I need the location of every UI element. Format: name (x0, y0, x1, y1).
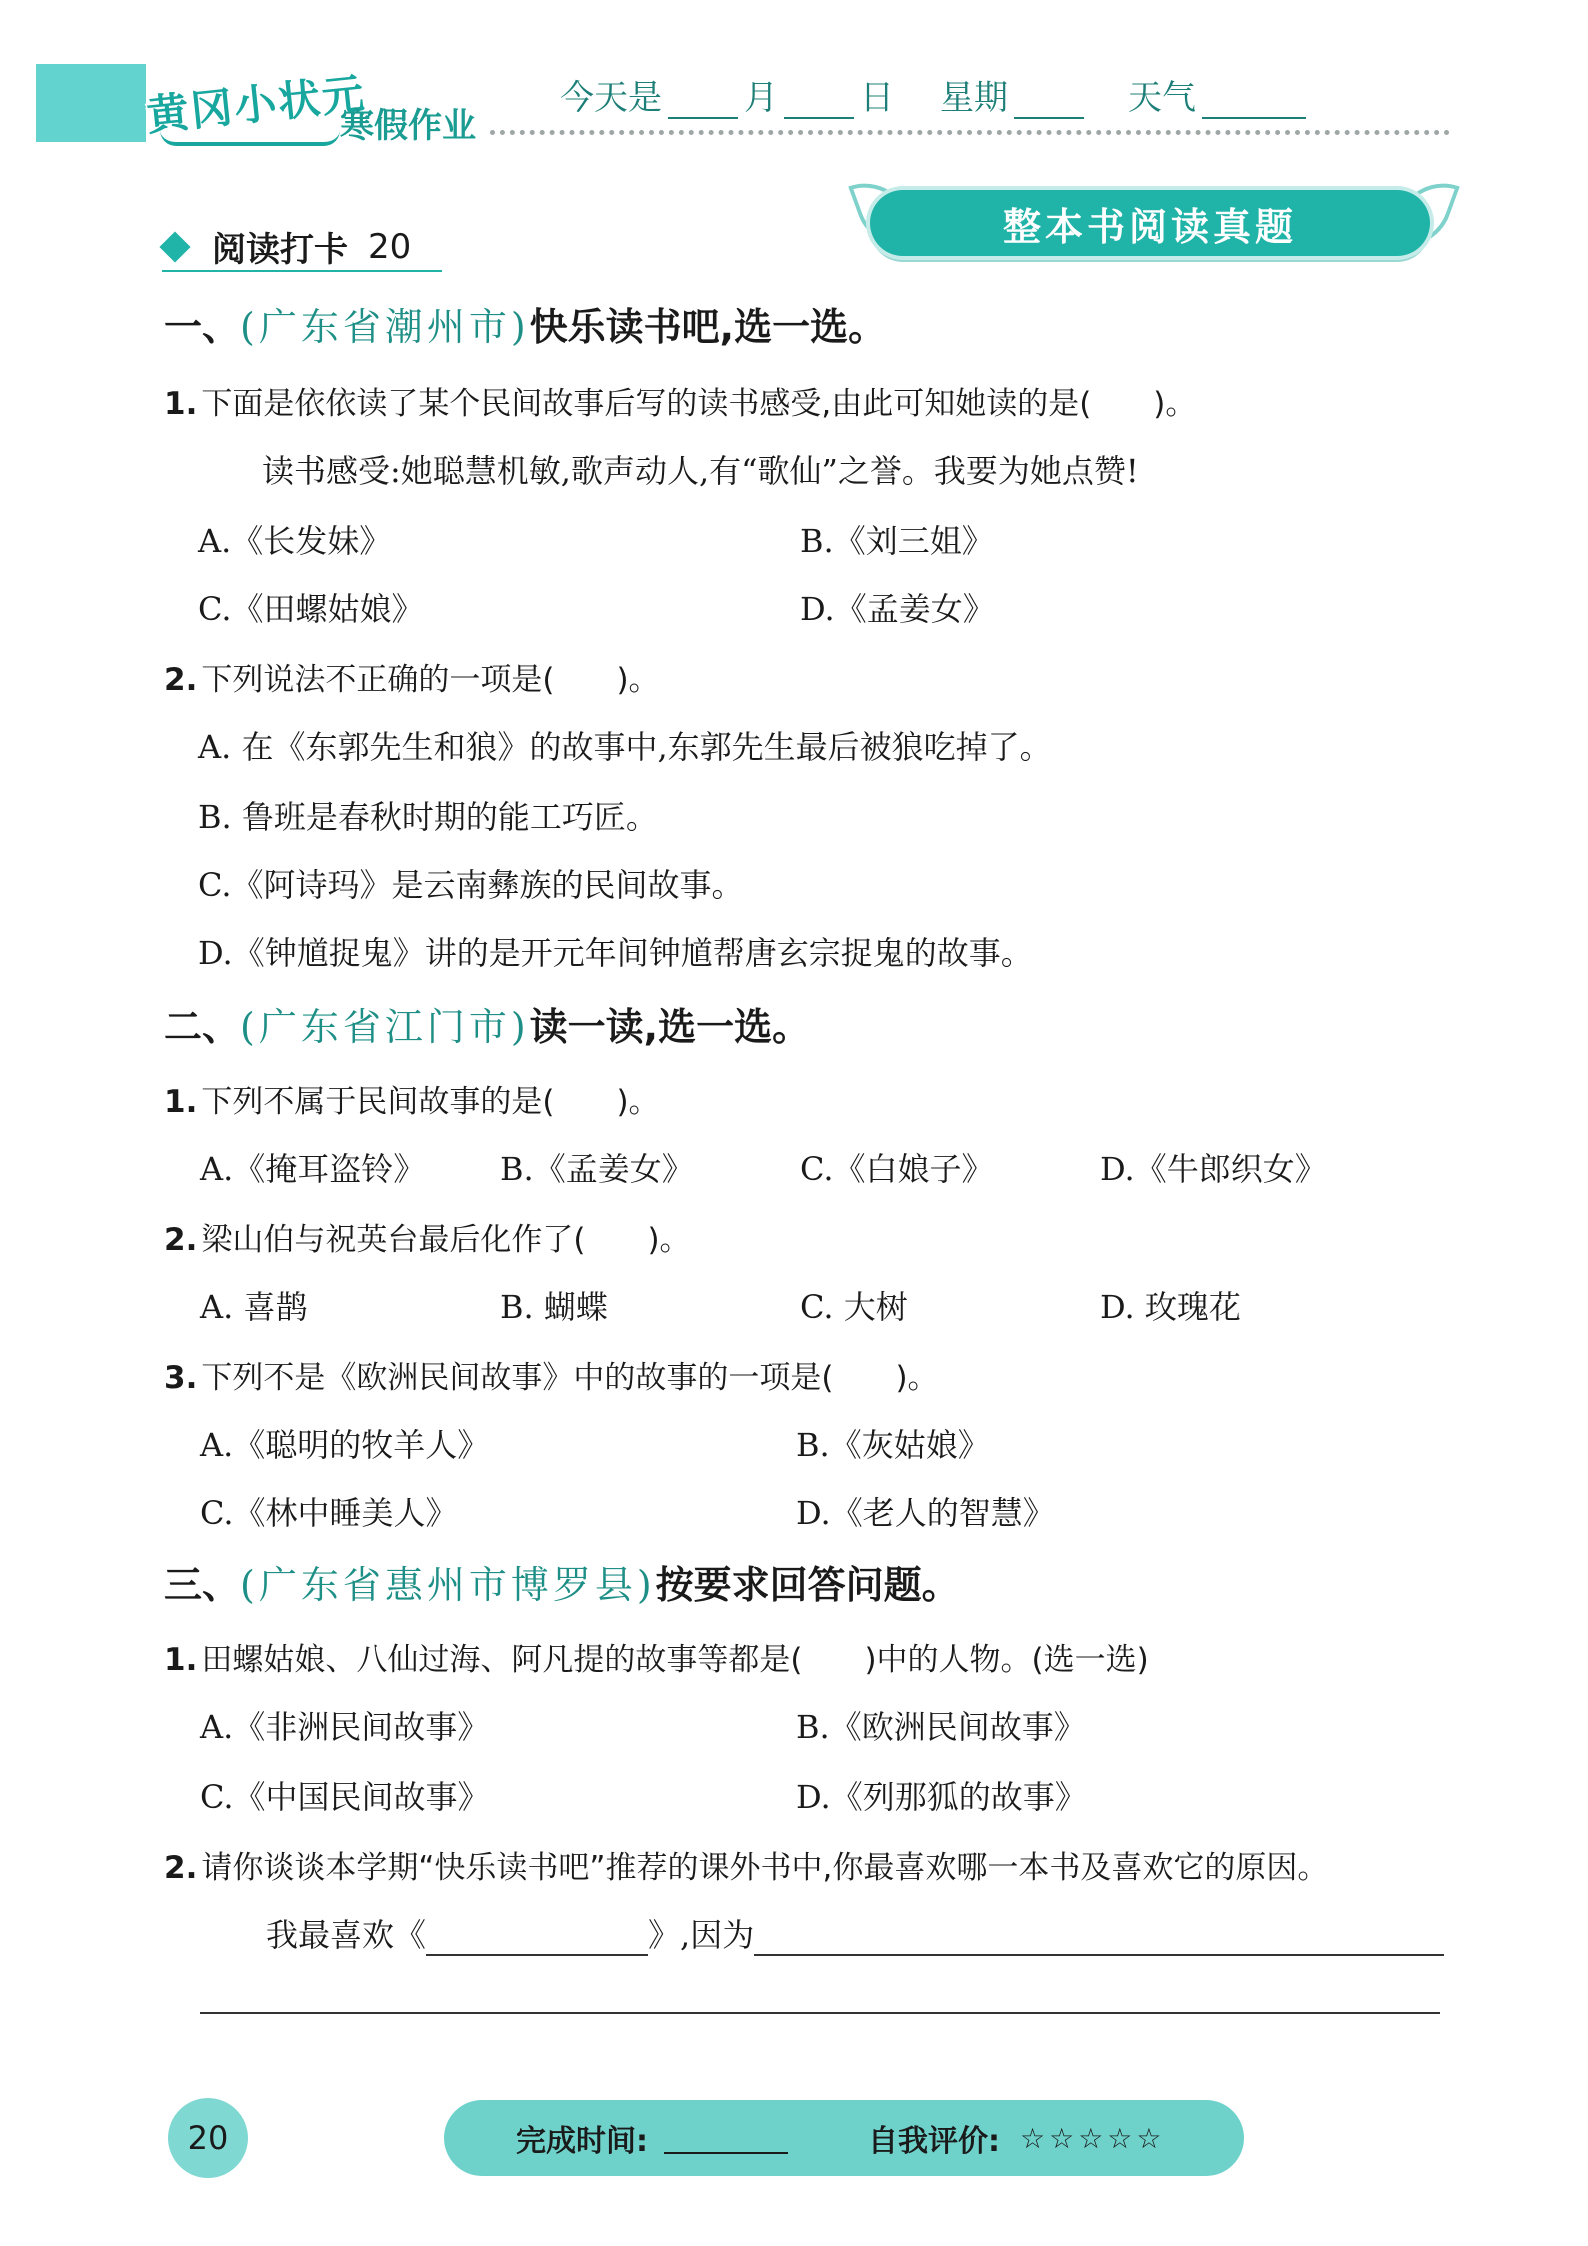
s1-q1-quote: 读书感受:她聪慧机敏,歌声动人,有“歌仙”之誉。我要为她点赞! (262, 452, 1139, 490)
section-1-source: (广东省潮州市) (240, 305, 530, 349)
star-rating[interactable]: ☆☆☆☆☆ (1020, 2121, 1166, 2155)
brand-logo (60, 52, 480, 152)
brand-subtitle: 寒假作业 (340, 106, 476, 146)
checkin-number: 20 (368, 226, 412, 267)
section-2-title: 读一读,选一选。 (529, 1005, 811, 1049)
day-blank[interactable] (784, 81, 854, 119)
question-number: 3. (164, 1360, 198, 1396)
reason-blank-line-2[interactable] (200, 2012, 1440, 2014)
option-c[interactable]: C.《白娘子》 (800, 1150, 994, 1188)
checkin-label: 阅读打卡 (212, 230, 348, 270)
option-b[interactable]: B.《孟姜女》 (500, 1150, 694, 1188)
s2-question-1 (164, 1076, 660, 1121)
section-3-heading (164, 1554, 960, 1609)
fill-mid: 》,因为 (648, 1916, 755, 1954)
s1-question-2 (164, 654, 660, 699)
option-b[interactable]: B.《刘三姐》 (800, 522, 994, 560)
diamond-icon (159, 231, 190, 262)
reading-checkin (164, 222, 411, 271)
eval-label: 自我评价: (868, 2124, 1000, 2159)
option-a[interactable]: A.《非洲民间故事》 (200, 1708, 490, 1746)
fill-prefix: 我最喜欢《 (266, 1916, 427, 1954)
question-text: 下列不属于民间故事的是( )。 (201, 1084, 660, 1120)
section-1-heading (164, 296, 886, 351)
s3-question-2 (164, 1842, 1328, 1887)
brand-title: 黄冈小状元 (144, 68, 369, 141)
option-a[interactable]: A. 在《东郭先生和狼》的故事中,东郭先生最后被狼吃掉了。 (198, 728, 1052, 766)
question-number: 2. (164, 1850, 198, 1886)
option-d[interactable]: D.《老人的智慧》 (796, 1494, 1055, 1532)
today-label: 今天是 (560, 78, 662, 118)
section-tag: 整本书阅读真题 (870, 190, 1430, 256)
time-label: 完成时间: (516, 2124, 648, 2159)
section-2-prefix: 二、 (164, 1005, 241, 1049)
question-number: 1. (164, 386, 198, 422)
option-d[interactable]: D.《列那狐的故事》 (796, 1778, 1087, 1816)
book-title-blank[interactable] (426, 1920, 648, 1956)
option-b[interactable]: B. 鲁班是春秋时期的能工巧匠。 (198, 798, 658, 836)
section-3-title: 按要求回答问题。 (655, 1563, 960, 1607)
option-b[interactable]: B.《欧洲民间故事》 (796, 1708, 1086, 1746)
weather-label: 天气 (1128, 78, 1196, 118)
option-c[interactable]: C.《中国民间故事》 (200, 1778, 490, 1816)
option-a[interactable]: A.《掩耳盗铃》 (200, 1150, 426, 1188)
option-c[interactable]: C. 大树 (800, 1288, 908, 1326)
section-3-prefix: 三、 (164, 1563, 241, 1607)
weekday-field (940, 70, 1090, 119)
question-text: 下列不是《欧洲民间故事》中的故事的一项是( )。 (201, 1360, 939, 1396)
header-dotted-line (490, 130, 1450, 135)
weekday-label: 星期 (940, 78, 1008, 118)
weather-blank[interactable] (1202, 81, 1306, 119)
option-a[interactable]: A. 喜鹊 (200, 1288, 308, 1326)
option-d[interactable]: D.《牛郎织女》 (1100, 1150, 1327, 1188)
month-blank[interactable] (668, 81, 738, 119)
question-text: 田螺姑娘、八仙过海、阿凡提的故事等都是( )中的人物。(选一选) (201, 1642, 1149, 1678)
option-a[interactable]: A.《聪明的牧羊人》 (200, 1426, 490, 1464)
option-a[interactable]: A.《长发妹》 (198, 522, 392, 560)
question-text: 下列说法不正确的一项是( )。 (201, 662, 660, 698)
question-text: 请你谈谈本学期“快乐读书吧”推荐的课外书中,你最喜欢哪一本书及喜欢它的原因。 (201, 1850, 1329, 1886)
section-3-source: (广东省惠州市博罗县) (240, 1563, 656, 1607)
day-label: 日 (860, 78, 894, 118)
s2-question-2 (164, 1214, 691, 1259)
option-d[interactable]: D.《孟姜女》 (800, 590, 995, 628)
page-number-badge (168, 2098, 248, 2178)
page-number: 20 (187, 2119, 229, 2157)
section-1-title: 快乐读书吧,选一选。 (529, 305, 887, 349)
option-d[interactable]: D.《钟馗捉鬼》讲的是开元年间钟馗帮唐玄宗捉鬼的故事。 (198, 934, 1033, 972)
s1-question-1 (164, 378, 1196, 423)
s3-question-1 (164, 1634, 1149, 1679)
checkin-underline (162, 270, 442, 272)
s2-question-3 (164, 1352, 939, 1397)
section-2-heading (164, 996, 810, 1051)
month-label: 月 (744, 78, 778, 118)
option-c[interactable]: C.《阿诗玛》是云南彝族的民间故事。 (198, 866, 744, 904)
section-2-source: (广东省江门市) (240, 1005, 530, 1049)
question-number: 1. (164, 1642, 198, 1678)
option-c[interactable]: C.《田螺姑娘》 (198, 590, 424, 628)
question-text: 梁山伯与祝英台最后化作了( )。 (201, 1222, 691, 1258)
option-b[interactable]: B. 蝴蝶 (500, 1288, 608, 1326)
option-d[interactable]: D. 玫瑰花 (1100, 1288, 1241, 1326)
time-blank[interactable] (664, 2122, 788, 2154)
completion-bar (444, 2100, 1244, 2176)
question-text: 下面是依依读了某个民间故事后写的读书感受,由此可知她读的是( )。 (201, 386, 1197, 422)
reason-blank[interactable] (754, 1920, 1444, 1956)
option-c[interactable]: C.《林中睡美人》 (200, 1494, 458, 1532)
weather-field (1128, 70, 1312, 119)
question-number: 2. (164, 1222, 198, 1258)
section-1-prefix: 一、 (164, 305, 241, 349)
brand-swoosh (160, 130, 340, 146)
option-b[interactable]: B.《灰姑娘》 (796, 1426, 990, 1464)
question-number: 1. (164, 1084, 198, 1120)
question-number: 2. (164, 662, 198, 698)
date-field (560, 70, 894, 119)
weekday-blank[interactable] (1014, 81, 1084, 119)
favorite-book-fill (266, 1910, 1444, 1956)
